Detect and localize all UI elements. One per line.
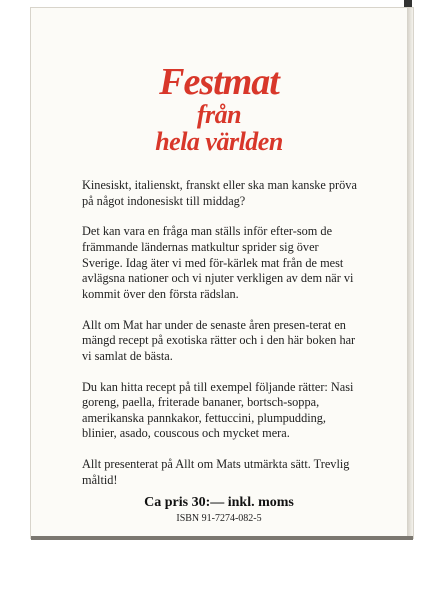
isbn-label: ISBN 91-7274-082-5 (176, 513, 262, 524)
cover-edge-shadow (407, 8, 413, 538)
title-line-2: från (196, 100, 242, 129)
book-title (31, 63, 407, 155)
blurb-paragraph-1: Kinesiskt, italienskt, franskt eller ska man kanske pröva på något indonesiskt till middag? (82, 178, 357, 208)
cover-bottom-edge (31, 536, 413, 540)
blurb-paragraph-2: Det kan vara en fråga man ställs inför efter-som de främmande ländernas matkultur sprider sig över Sverige. Idag äter vi med för-kärlek mat från de mest avlägsna nationer och vi njuter verkligen av dem när vi kommit över den första rädslan. (82, 224, 354, 301)
book-back-cover (31, 8, 413, 538)
blurb-text (82, 178, 360, 503)
price-label: Ca pris 30:— inkl. moms (144, 495, 294, 510)
title-line-3: hela världen (155, 127, 283, 156)
blurb-paragraph-4: Du kan hitta recept på till exempel följande rätter: Nasi goreng, paella, friterade bananer, bortsch-soppa, amerikanska pannkakor, fettuccini, plumpudding, blinier, asado, couscous och mycket mera. (82, 379, 354, 441)
title-line-1: Festmat (159, 61, 279, 103)
blurb-paragraph-3: Allt om Mat har under de senaste åren presen-terat en mängd recept på exotiska rätter och i den här boken har vi samlat de bästa. (82, 317, 356, 363)
blurb-paragraph-5: Allt presenterat på Allt om Mats utmärkta sätt. Trevlig måltid! (82, 457, 350, 487)
